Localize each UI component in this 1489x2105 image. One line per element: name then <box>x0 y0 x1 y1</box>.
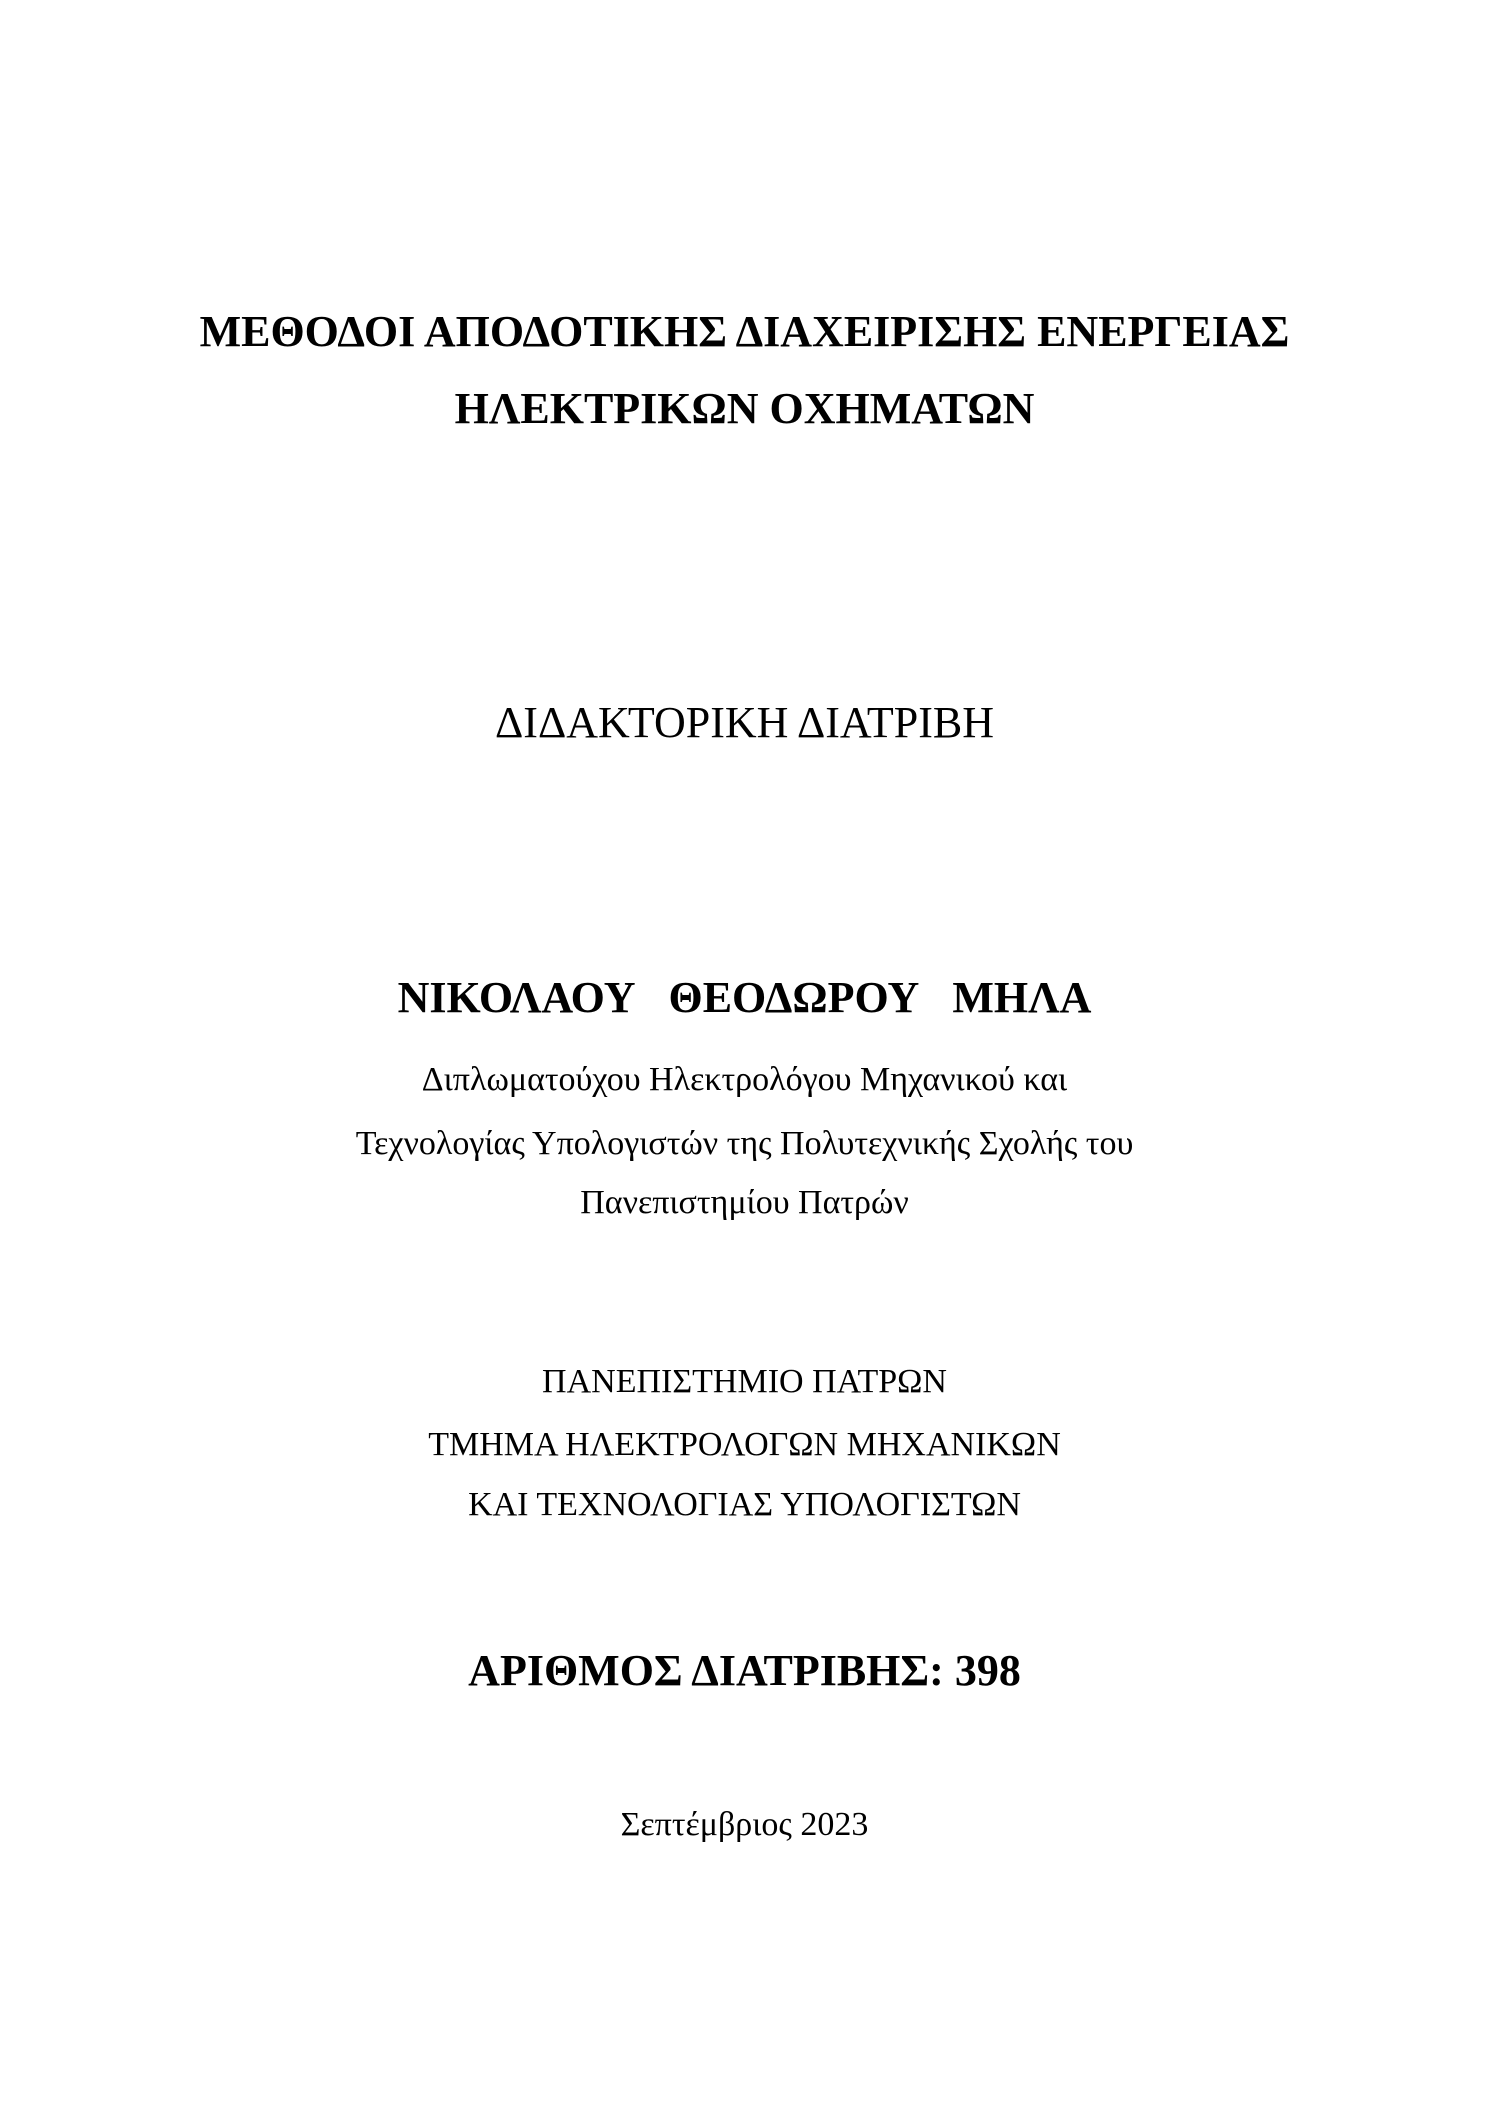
author-name: ΝΙΚΟΛΑΟΥ ΘΕΟΔΩΡΟΥ ΜΗΛΑ <box>397 973 1092 1022</box>
author-credentials-line-1: Διπλωματούχου Ηλεκτρολόγου Μηχανικού και <box>421 1061 1068 1098</box>
institution-department-line-1: ΤΜΗΜΑ ΗΛΕΚΤΡΟΛΟΓΩΝ ΜΗΧΑΝΙΚΩΝ <box>428 1426 1061 1463</box>
thesis-number: ΑΡΙΘΜΟΣ ΔΙΑΤΡΙΒΗΣ: 398 <box>468 1646 1021 1695</box>
thesis-title-line-1: ΜΕΘΟΔΟΙ ΑΠΟΔΟΤΙΚΗΣ ΔΙΑΧΕΙΡΙΣΗΣ ΕΝΕΡΓΕΙΑΣ <box>199 307 1290 356</box>
publication-date: Σεπτέμβριος 2023 <box>620 1806 869 1843</box>
document-type: ΔΙΔΑΚΤΟΡΙΚΗ ΔΙΑΤΡΙΒΗ <box>495 698 994 747</box>
thesis-title-line-2: ΗΛΕΚΤΡΙΚΩΝ ΟΧΗΜΑΤΩΝ <box>454 384 1035 433</box>
institution-university: ΠΑΝΕΠΙΣΤΗΜΙΟ ΠΑΤΡΩΝ <box>542 1363 947 1400</box>
author-credentials-line-3: Πανεπιστημίου Πατρών <box>580 1184 909 1221</box>
institution-department-line-2: ΚΑΙ ΤΕΧΝΟΛΟΓΙΑΣ ΥΠΟΛΟΓΙΣΤΩΝ <box>468 1486 1021 1523</box>
author-credentials-line-2: Τεχνολογίας Υπολογιστών της Πολυτεχνικής Σχολής του <box>355 1125 1134 1162</box>
